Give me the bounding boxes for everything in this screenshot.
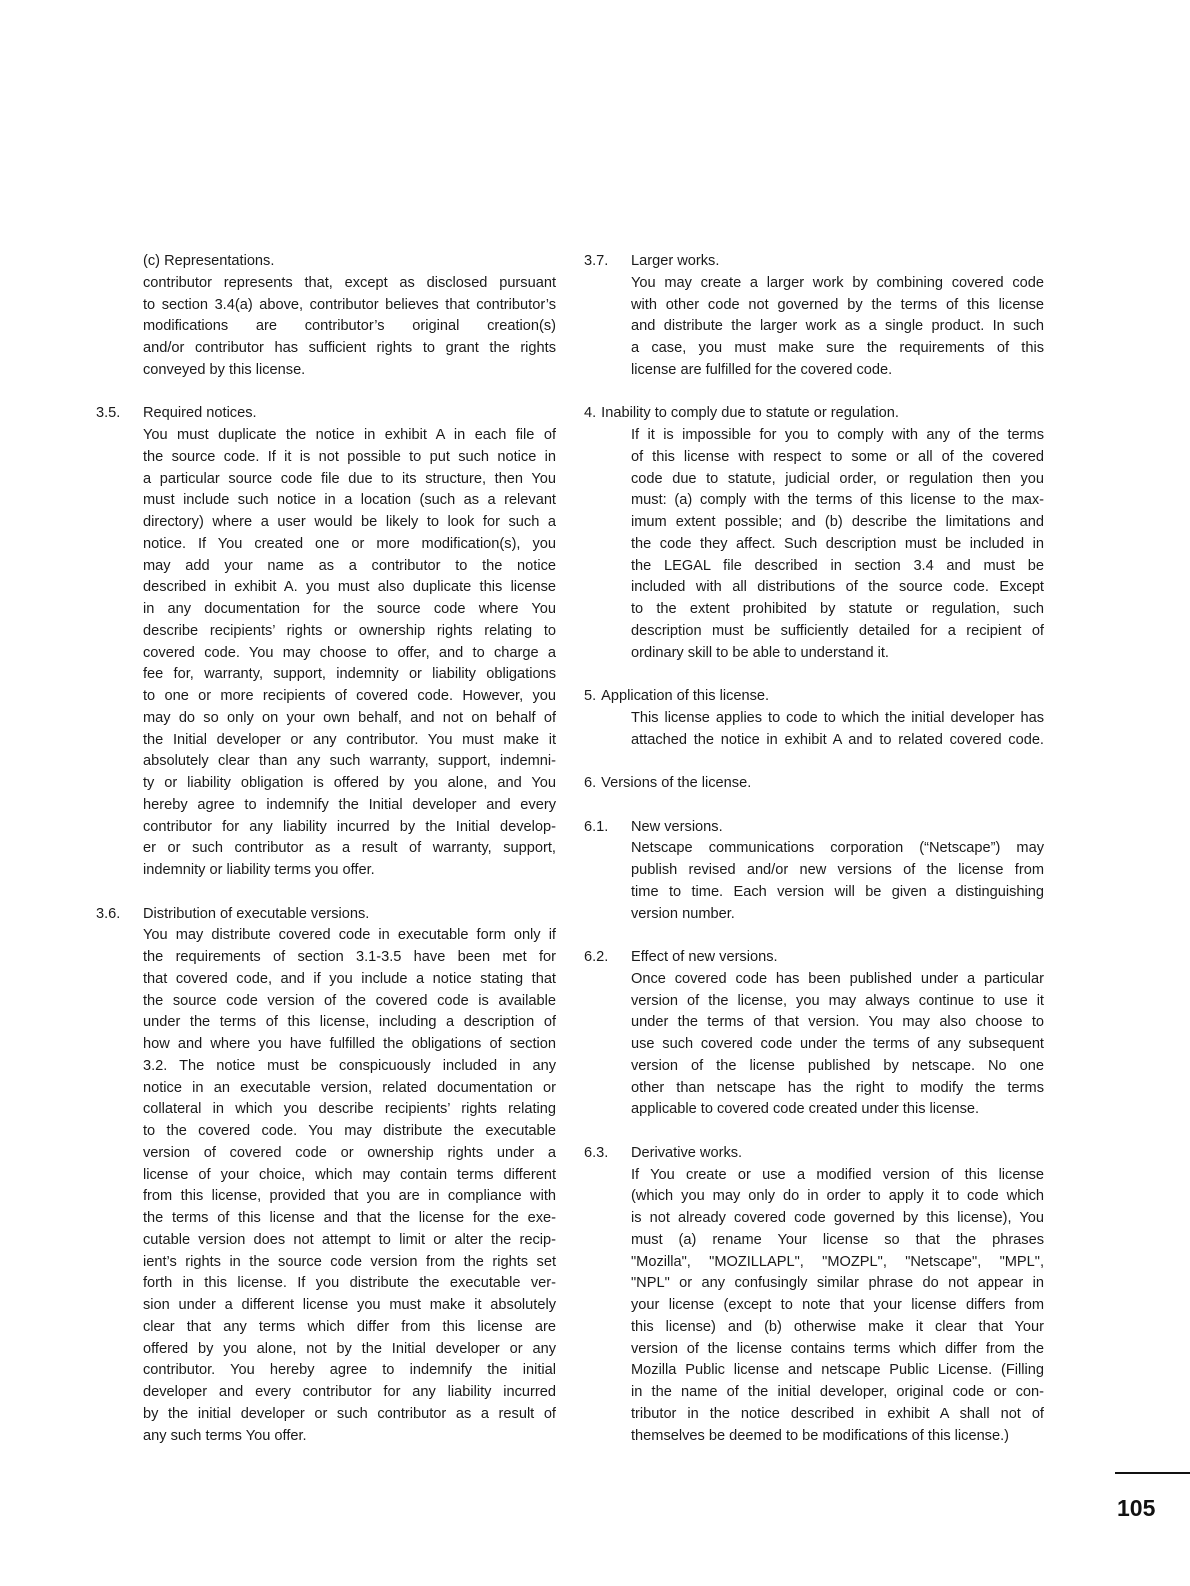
section-body-line: with other code not governed by the terms of this license <box>631 296 1044 313</box>
section-number: 3.7. <box>584 253 609 269</box>
section-body-line: clear that any terms which differ from this license are <box>143 1318 556 1335</box>
section-heading-line <box>96 403 556 425</box>
section-heading: Required notices. <box>143 405 257 422</box>
section-body-line: offered by you alone, not by the Initial developer or any <box>143 1340 556 1357</box>
section-number: 4. <box>584 405 597 422</box>
section-body-line: how and where you have fulfilled the obligations of section <box>143 1036 556 1052</box>
section-body-line: version of covered code or ownership rights under a <box>143 1144 556 1161</box>
section-body-line: attached the notice in exhibit A and to related covered code. <box>631 731 1044 748</box>
section-body-line: Once covered code has been published under a particular <box>631 970 1044 987</box>
section-body-line: and/or contributor has sufficient rights to grant the rights <box>143 340 556 356</box>
section-body-line: ient’s rights in the source code version from the rights set <box>143 1253 556 1270</box>
section-body-line: the LEGAL file described in section 3.4 and must be <box>631 557 1044 574</box>
section-body-line: included with all distributions of the source code. Except <box>631 579 1044 596</box>
section-body-line: other than netscape has the right to modify the terms <box>631 1079 1044 1096</box>
section-number: 6.1. <box>584 818 609 835</box>
section-heading: Inability to comply due to statute or regulation. <box>601 405 899 422</box>
section-heading: Distribution of executable versions. <box>143 905 370 922</box>
section-body-line: code due to statute, judicial order, or regulation then you <box>631 470 1044 487</box>
license-section <box>584 817 1044 926</box>
section-body-line: hereby agree to indemnify the Initial developer and every <box>143 796 556 813</box>
section-body-line: to one or more recipients of covered code. However, you <box>143 688 556 704</box>
section-body-line: If it is impossible for you to comply with any of the terms <box>631 427 1044 443</box>
section-heading: Effect of new versions. <box>631 949 778 965</box>
section-number: 6. <box>584 775 597 791</box>
section-body-line: a particular source code file due to its structure, then You <box>143 470 556 487</box>
license-section <box>584 947 1044 1121</box>
section-body-line: tributor in the notice described in exhibit A shall not of <box>631 1405 1044 1422</box>
section-heading-line <box>584 773 1044 795</box>
section-heading: New versions. <box>631 818 723 835</box>
section-body-line: must (a) rename Your license so that the phrases <box>631 1231 1044 1248</box>
section-body-line: from this license, provided that you are in compliance with <box>143 1188 556 1205</box>
section-body-line: If You create or use a modified version of this license <box>631 1166 1044 1183</box>
section-heading: Application of this license. <box>601 688 770 704</box>
section-body-line: ordinary skill to be able to understand it. <box>631 644 889 661</box>
section-body-line: must: (a) comply with the terms of this license to the max- <box>631 492 1044 509</box>
section-number: 5. <box>584 688 597 704</box>
section-body-line: 3.2. The notice must be conspicuously included in any <box>143 1057 556 1074</box>
section-body-line: Netscape communications corporation (“Netscape”) may <box>631 840 1044 857</box>
section-heading: Versions of the license. <box>601 775 752 791</box>
section-heading-line <box>96 904 556 926</box>
section-body-line: You may distribute covered code in executable form only if <box>143 927 556 944</box>
section-body-line: absolutely clear than any such warranty, support, indemni- <box>143 753 556 770</box>
license-section <box>96 904 556 1448</box>
license-section <box>584 1143 1044 1448</box>
section-body-line: This license applies to code to which the initial developer has <box>631 709 1044 726</box>
section-heading: (c) Representations. <box>143 253 275 269</box>
section-body-line: notice in an executable version, related documentation or <box>143 1079 556 1096</box>
license-section <box>584 251 1044 382</box>
section-body-line: is not already covered code governed by this license), You <box>631 1210 1044 1226</box>
section-body-line: of this license with respect to some or all of the covered <box>631 448 1044 465</box>
section-heading-line <box>584 686 1044 708</box>
section-body-line: described in exhibit A. you must also duplicate this license <box>143 579 556 596</box>
section-body-line: the requirements of section 3.1-3.5 have been met for <box>143 949 556 965</box>
section-body-line: applicable to covered code created under this license. <box>631 1101 980 1118</box>
section-heading-line <box>584 1143 1044 1165</box>
section-body-line: (which you may only do in order to apply it to code which <box>631 1188 1044 1205</box>
section-body-line: under the terms of that version. You may also choose to <box>631 1014 1044 1031</box>
section-body-line: You must duplicate the notice in exhibit A in each file of <box>143 427 556 443</box>
section-body-line: to the covered code. You may distribute the executable <box>143 1123 556 1139</box>
section-body-line: themselves be deemed to be modifications of this license.) <box>631 1427 1010 1444</box>
section-body-line: the terms of this license and that the license for the exe- <box>143 1210 556 1226</box>
license-section <box>584 686 1044 751</box>
section-body-line: collateral in which you describe recipients’ rights relating <box>143 1101 556 1118</box>
section-body-line: forth in this license. If you distribute the executable ver- <box>143 1275 556 1292</box>
section-number: 6.2. <box>584 949 609 965</box>
section-number: 3.6. <box>96 905 121 922</box>
section-body-line: fee for, warranty, support, indemnity or liability obligations <box>143 666 556 683</box>
section-body-line: may add your name as a contributor to the notice <box>143 557 556 574</box>
section-body-line: sion under a different license you must make it absolutely <box>143 1297 556 1313</box>
section-body-line: version of the license published by netscape. No one <box>631 1057 1044 1074</box>
section-body-line: version of the license contains terms which differ from the <box>631 1340 1044 1357</box>
section-body-line: the code they affect. Such description must be included in <box>631 535 1044 552</box>
section-body-line: description must be sufficiently detailed for a recipient of <box>631 622 1044 639</box>
section-body-line: You may create a larger work by combining covered code <box>631 274 1044 291</box>
page-number: 105 <box>1117 1495 1156 1521</box>
section-body-line: any such terms You offer. <box>143 1427 307 1444</box>
section-body-line: version number. <box>631 905 735 922</box>
section-body-line: developer and every contributor for any liability incurred <box>143 1384 556 1400</box>
section-body-line: publish revised and/or new versions of the license from <box>631 862 1044 878</box>
section-body-line: imum extent possible; and (b) describe the limitations and <box>631 514 1044 530</box>
right-column <box>584 251 1044 1469</box>
section-body-line: covered code. You may choose to offer, and to charge a <box>143 644 556 661</box>
section-body-line: in any documentation for the source code where You <box>143 601 556 617</box>
section-heading-line <box>584 817 1044 839</box>
section-body-line: your license (except to note that your license differs from <box>631 1297 1044 1313</box>
section-body-line: the source code. If it is not possible to put such notice in <box>143 448 556 465</box>
section-heading-line <box>584 947 1044 969</box>
section-body-line: that covered code, and if you include a notice stating that <box>143 970 556 987</box>
section-body-line: describe recipients’ rights or ownership rights relating to <box>143 622 556 639</box>
section-body-line: may do so only on your own behalf, and not on behalf of <box>143 709 556 726</box>
section-heading: Larger works. <box>631 253 720 269</box>
section-body-line: version of the license, you may always continue to use it <box>631 992 1044 1009</box>
section-body-line: to section 3.4(a) above, contributor believes that contributor’s <box>143 296 556 313</box>
section-heading-line <box>584 403 1044 425</box>
section-body-line: ty or liability obligation is offered by you alone, and You <box>143 775 556 791</box>
section-body-line: cutable version does not attempt to limit or alter the recip- <box>143 1231 556 1248</box>
section-body-line: conveyed by this license. <box>143 361 306 378</box>
section-body-line: use such covered code under the terms of any subsequent <box>631 1036 1044 1052</box>
section-body-line: contributor represents that, except as disclosed pursuant <box>143 274 556 291</box>
section-body-line: er or such contributor as a result of warranty, support, <box>143 840 556 857</box>
section-body-line: and distribute the larger work as a single product. In such <box>631 318 1044 335</box>
section-body-line: contributor. You hereby agree to indemnify the initial <box>143 1362 556 1379</box>
section-body-line: indemnity or liability terms you offer. <box>143 862 375 878</box>
section-body-line: the Initial developer or any contributor. You must make it <box>143 731 556 748</box>
section-body-line: under the terms of this license, including a description of <box>143 1014 556 1031</box>
section-heading-line <box>96 251 556 273</box>
section-body-line: "Mozilla", "MOZILLAPL", "MOZPL", "Netscape", "MPL", <box>631 1253 1044 1270</box>
section-body-line: directory) where a user would be likely to look for such a <box>143 514 556 530</box>
section-body-line: this license) and (b) otherwise make it clear that Your <box>631 1318 1044 1335</box>
section-body-line: must include such notice in a location (such as a relevant <box>143 492 556 509</box>
section-body-line: time to time. Each version will be given a distinguishing <box>631 883 1044 900</box>
license-section <box>96 251 556 382</box>
section-body-line: license of your choice, which may contain terms different <box>143 1166 556 1183</box>
section-body-line: the source code version of the covered code is available <box>143 992 556 1009</box>
section-body-line: "NPL" or any confusingly similar phrase do not appear in <box>631 1275 1044 1292</box>
section-number: 6.3. <box>584 1144 609 1161</box>
section-number: 3.5. <box>96 405 121 422</box>
section-body-line: by the initial developer or such contributor as a result of <box>143 1405 556 1422</box>
license-section <box>584 773 1044 795</box>
section-body-line: in the name of the initial developer, original code or con- <box>631 1384 1044 1400</box>
license-section <box>584 403 1044 664</box>
section-body-line: a case, you must make sure the requirements of this <box>631 340 1044 356</box>
left-column <box>96 251 556 1469</box>
section-heading-line <box>584 251 1044 273</box>
section-body-line: license are fulfilled for the covered code. <box>631 361 893 378</box>
section-heading: Derivative works. <box>631 1144 743 1161</box>
section-body-line: contributor for any liability incurred by the Initial develop- <box>143 818 556 835</box>
section-body-line: Mozilla Public license and netscape Public License. (Filling <box>631 1362 1044 1379</box>
section-body-line: notice. If You created one or more modification(s), you <box>143 535 556 552</box>
license-section <box>96 403 556 882</box>
section-body-line: modifications are contributor’s original creation(s) <box>143 318 556 335</box>
footer-rule <box>1115 1472 1190 1474</box>
section-body-line: to the extent prohibited by statute or regulation, such <box>631 601 1044 617</box>
